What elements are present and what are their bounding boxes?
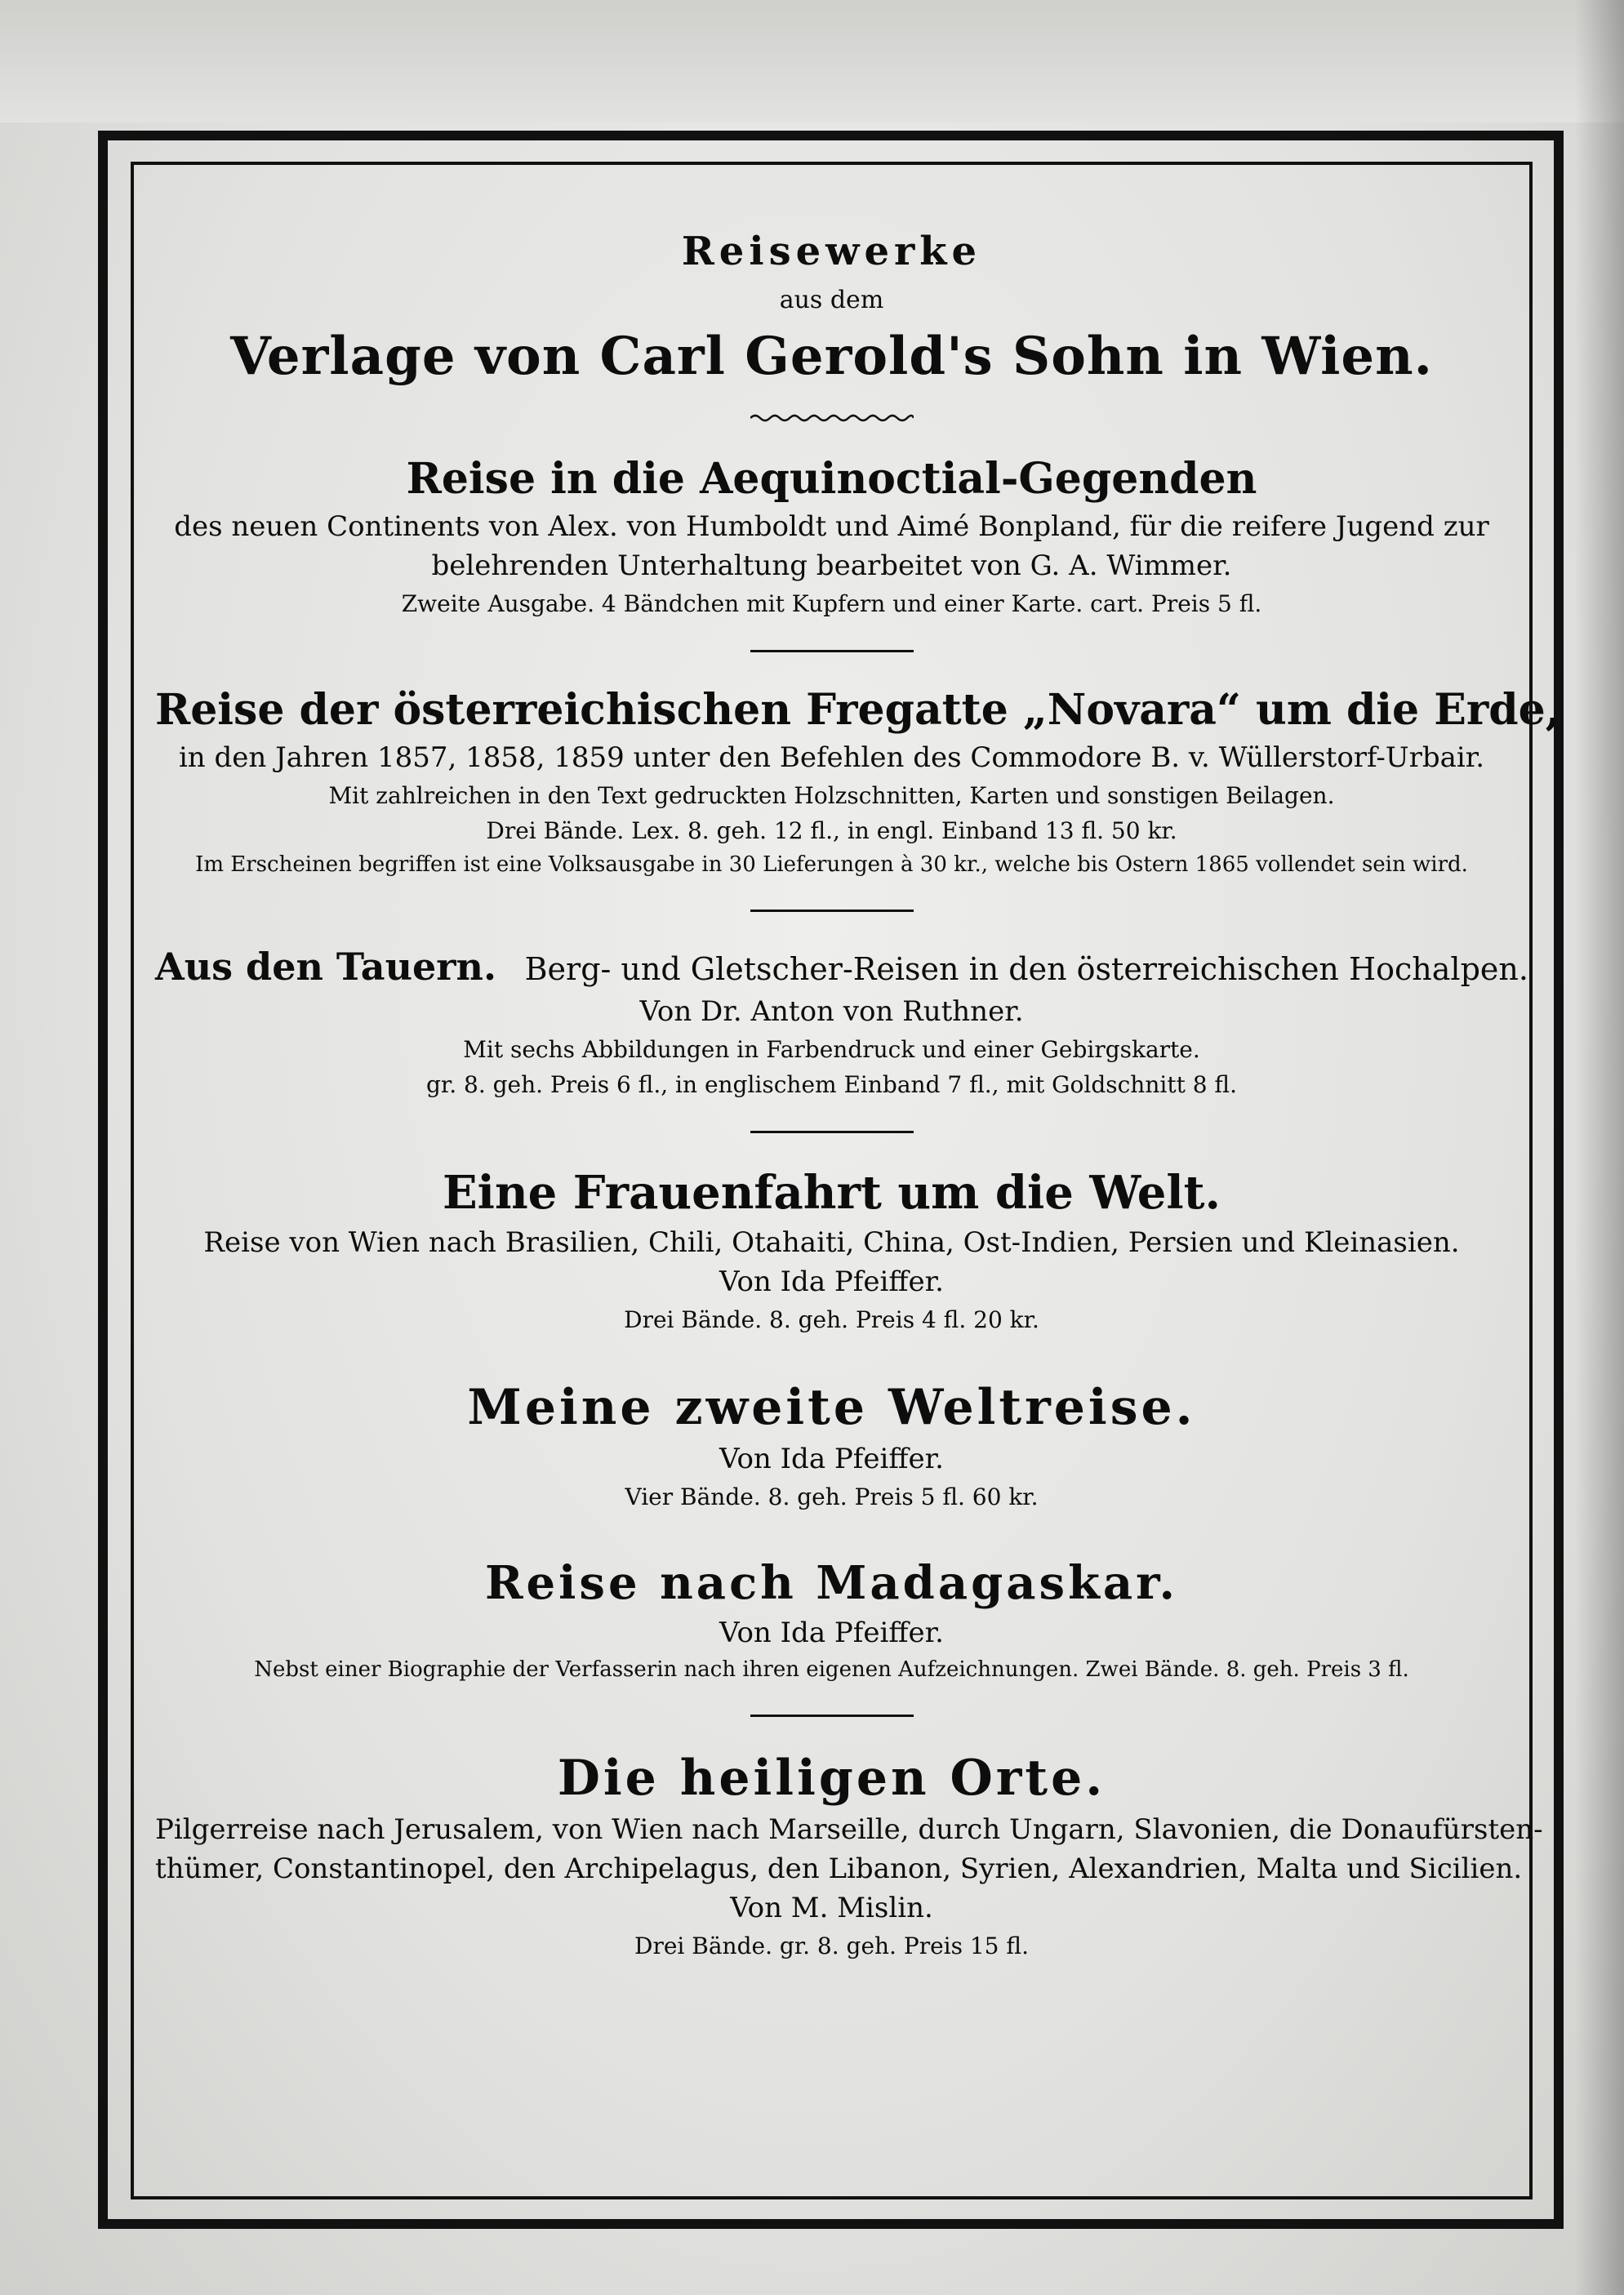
section-price: Zweite Ausgabe. 4 Bändchen mit Kupfern und einer Karte. cart. Preis 5 fl.: [401, 590, 1262, 617]
divider-rule: [750, 910, 914, 912]
section-title: Aus den Tauern.: [155, 945, 496, 989]
section-title-row: [155, 945, 1528, 989]
section-title: Die heiligen Orte.: [557, 1750, 1106, 1807]
section-title: Reise in die Aequinoctial-Gegenden: [406, 454, 1257, 504]
section-note: Im Erscheinen begriffen ist eine Volksausgabe in 30 Lieferungen à 30 kr., welche bis Ostern 1865 vollendet sein wird.: [195, 852, 1468, 877]
section-author: Von Ida Pfeiffer.: [719, 1617, 944, 1649]
section-title: Reise nach Madagaskar.: [484, 1556, 1179, 1610]
section-line: Reise von Wien nach Brasilien, Chili, Otahaiti, China, Ost-Indien, Persien und Kleinasien.: [203, 1226, 1460, 1259]
section-line: Pilgerreise nach Jerusalem, von Wien nach Marseille, durch Ungarn, Slavonien, die Donaufürsten-: [155, 1813, 1543, 1846]
section-author: Von Ida Pfeiffer.: [719, 1443, 944, 1475]
section-price: Drei Bände. gr. 8. geh. Preis 15 fl.: [634, 1933, 1029, 1959]
section-line: des neuen Continents von Alex. von Humboldt und Aimé Bonpland, für die reifere Jugend zur: [174, 510, 1489, 543]
advertisement-content: [155, 220, 1560, 1959]
divider-rule: [750, 1131, 914, 1133]
scan-top-edge: [0, 0, 1624, 122]
scan-right-edge: [1575, 0, 1624, 2295]
header-publisher: Verlage von Carl Gerold's Sohn in Wien.: [230, 326, 1433, 387]
section-madagaskar: [155, 1556, 1508, 1682]
section-title: Eine Frauenfahrt um die Welt.: [443, 1166, 1221, 1220]
section-novara: [155, 685, 1560, 877]
divider-rule: [750, 650, 914, 652]
section-line: Mit zahlreichen in den Text gedruckten Holzschnitten, Karten und sonstigen Beilagen.: [328, 782, 1335, 809]
wavy-ornament-icon: [750, 410, 914, 426]
header-title: Reisewerke: [681, 229, 982, 274]
section-price: Drei Bände. Lex. 8. geh. 12 fl., in engl. Einband 13 fl. 50 kr.: [486, 817, 1177, 844]
section-tauern: [155, 945, 1528, 1098]
section-price: Vier Bände. 8. geh. Preis 5 fl. 60 kr.: [625, 1483, 1039, 1510]
section-price: Drei Bände. 8. geh. Preis 4 fl. 20 kr.: [624, 1306, 1039, 1333]
section-author: Von Dr. Anton von Ruthner.: [639, 995, 1024, 1028]
section-title-rest: Berg- und Gletscher-Reisen in den österreichischen Hochalpen.: [524, 951, 1528, 987]
section-author: Von Ida Pfeiffer.: [719, 1265, 944, 1298]
section-humboldt: [155, 454, 1508, 617]
section-price: gr. 8. geh. Preis 6 fl., in englischem Einband 7 fl., mit Goldschnitt 8 fl.: [425, 1071, 1238, 1098]
section-title: Meine zweite Weltreise.: [467, 1379, 1196, 1436]
section-heilige-orte: [155, 1750, 1543, 1959]
divider-rule: [750, 1715, 914, 1717]
section-line: belehrenden Unterhaltung bearbeitet von G. A. Wimmer.: [431, 549, 1232, 582]
header-subtitle: aus dem: [779, 286, 884, 314]
section-author: Von M. Mislin.: [730, 1892, 933, 1924]
section-title: Reise der österreichischen Fregatte „Novara“ um die Erde,: [155, 685, 1560, 735]
section-frauenfahrt: [155, 1166, 1508, 1333]
section-line: Mit sechs Abbildungen in Farbendruck und einer Gebirgskarte.: [463, 1036, 1200, 1063]
section-line: in den Jahren 1857, 1858, 1859 unter den Befehlen des Commodore B. v. Wüllerstorf-Urbair.: [178, 741, 1485, 774]
section-price: Nebst einer Biographie der Verfasserin nach ihren eigenen Aufzeichnungen. Zwei Bände. 8. geh. Preis 3 fl.: [254, 1657, 1409, 1682]
section-zweite-weltreise: [155, 1379, 1508, 1510]
section-line: thümer, Constantinopel, den Archipelagus, den Libanon, Syrien, Alexandrien, Malta und Sicilien.: [155, 1852, 1523, 1885]
